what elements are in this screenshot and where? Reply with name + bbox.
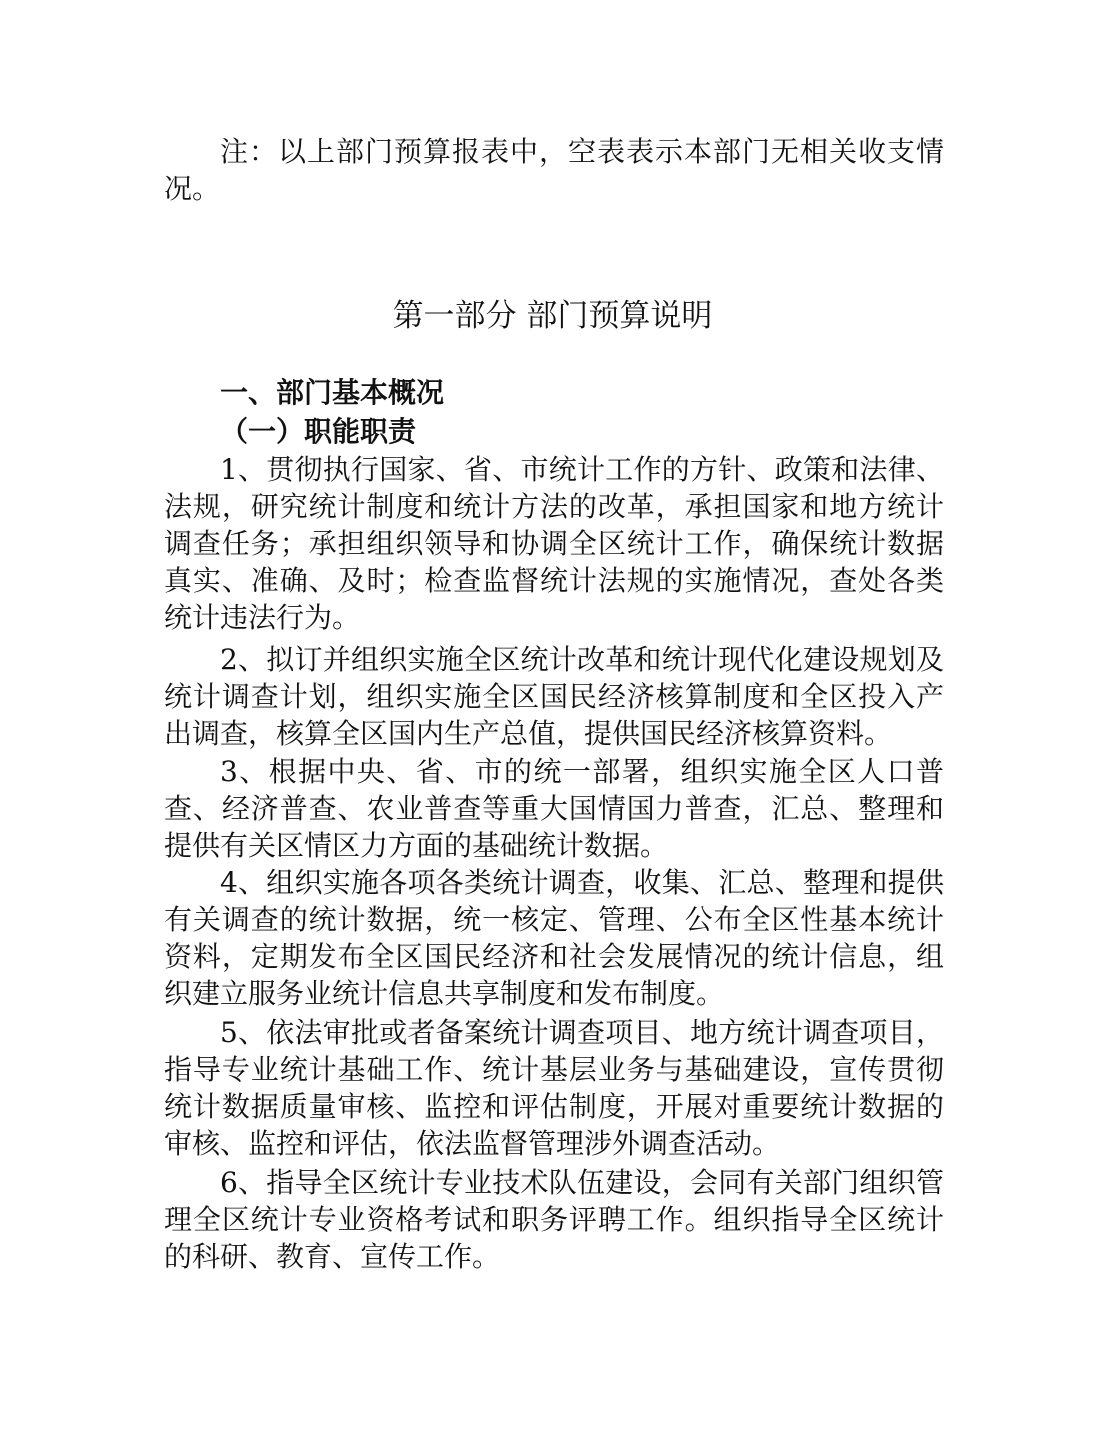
duty-paragraph-6: 6、指导全区统计专业技术队伍建设，会同有关部门组织管理全区统计专业资格考试和职务评聘工作。组织指导全区统计的科研、教育、宣传工作。 xyxy=(164,1166,944,1273)
duty-paragraph-2: 2、拟订并组织实施全区统计改革和统计现代化建设规划及统计调查计划，组织实施全区国民经济核算制度和全区投入产出调查，核算全区国内生产总值，提供国民经济核算资料。 xyxy=(164,643,944,750)
duty-paragraph-4: 4、组织实施各项各类统计调查，收集、汇总、整理和提供有关调查的统计数据，统一核定、管理、公布全区性基本统计资料，定期发布全区国民经济和社会发展情况的统计信息，组织建立服务业统计信息共享制度和发布制度。 xyxy=(164,866,944,1010)
part-title: 第一部分 部门预算说明 xyxy=(392,298,713,334)
duty-paragraph-5: 5、依法审批或者备案统计调查项目、地方统计调查项目，指导专业统计基础工作、统计基层业务与基础建设，宣传贯彻统计数据质量审核、监控和评估制度，开展对重要统计数据的审核、监控和评估，依法监督管理涉外调查活动。 xyxy=(164,1016,944,1160)
duty-paragraph-3: 3、根据中央、省、市的统一部署，组织实施全区人口普查、经济普查、农业普查等重大国情国力普查，汇总、整理和提供有关区情区力方面的基础统计数据。 xyxy=(164,755,944,862)
subsection-heading: （一）职能职责 xyxy=(220,415,417,448)
duty-paragraph-1: 1、贯彻执行国家、省、市统计工作的方针、政策和法律、法规，研究统计制度和统计方法的改革，承担国家和地方统计调查任务；承担组织领导和协调全区统计工作，确保统计数据真实、准确、及时；检查监督统计法规的实施情况，查处各类统计违法行为。 xyxy=(164,453,944,634)
budget-note: 注：以上部门预算报表中，空表表示本部门无相关收支情况。 xyxy=(164,135,944,205)
section-heading: 一、部门基本概况 xyxy=(220,376,445,409)
